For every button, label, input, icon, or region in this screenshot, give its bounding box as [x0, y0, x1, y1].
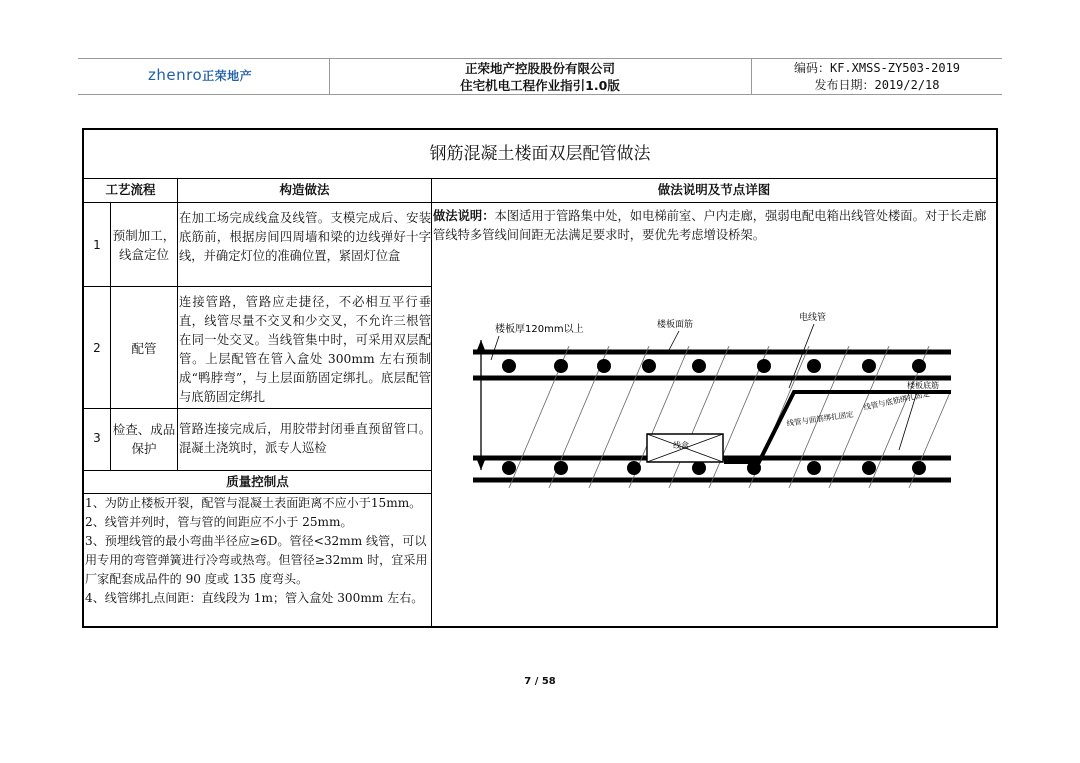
step-number: 1 [93, 238, 101, 252]
explanation-text: 本图适用于管路集中处，如电梯前室、户内走廊，强弱电配电箱出线管处楼面。对于长走廊管线特多管线间间距无法满足要求时，要优先考虑增设桥架。 [433, 209, 987, 242]
step-name: 检查、成品保护 [112, 422, 176, 456]
top-bar-label: 楼板面筋 [657, 320, 694, 330]
quality-item: 4、线管绑扎点间距：直线段为 1m；管入盒处 300mm 左右。 [85, 591, 424, 605]
column-header-explain: 做法说明及节点详图 [432, 178, 996, 203]
tie-top-label: 线管与面筋绑扎固定 [786, 409, 855, 428]
grid-line [431, 178, 432, 626]
step-name: 预制加工，线盒定位 [112, 228, 176, 262]
logo-text: zhenro [148, 66, 203, 84]
doc-code: 编码：KF.XMSS-ZY503-2019 [793, 61, 961, 75]
page-number: 7 / 58 [524, 676, 556, 687]
quality-list [85, 494, 431, 608]
main-table [82, 128, 998, 628]
step-name: 配管 [131, 341, 157, 356]
page-title: 钢筋混凝土楼面双层配管做法 [84, 130, 996, 179]
quality-item: 1、为防止楼板开裂，配管与混凝土表面距离不应小于15mm。 [85, 496, 422, 510]
header-top-rule [78, 58, 1002, 59]
conduit-line [724, 392, 951, 462]
step-number: 2 [93, 341, 101, 355]
grid-line [84, 408, 431, 409]
rebar-conduit-diagram [469, 300, 959, 510]
conduit-label: 电线管 [799, 313, 827, 323]
leader-line [669, 331, 679, 350]
company-name: 正荣地产控股股份有限公司 [464, 61, 615, 76]
quality-item: 2、线管并列时，管与管的间距应不小于 25mm。 [85, 515, 353, 529]
step-description: 连接管路，管路应走捷径，不必相互平行垂直，线管尽量不交叉和少交叉，不允许三根管在同一处交叉。当线管集中时，可采用双层配管。上层配管在管入盒处 300mm 左右预制成“鸭脖弯”，与上层面筋固定绑扎。底层配管与底筋固定绑扎 [179, 295, 431, 404]
step-number: 3 [93, 431, 101, 445]
step-description: 在加工场完成线盒及线管。支模完成后、安装底筋前，根据房间四周墙和梁的边线弹好十字线，并确定灯位的准确位置，紧固灯位盒 [179, 211, 431, 263]
publish-date: 发布日期：2019/2/18 [814, 78, 940, 92]
quality-item: 3、预埋线管的最小弯曲半径应≥6D。管径<32mm 线管，可以用专用的弯管弹簧进行冷弯或热弯。但管径≥32mm 时，宜采用厂家配套成品件的 90 度或 135 度弯头。 [85, 534, 428, 586]
thickness-label: 楼板厚120mm以上 [495, 324, 584, 335]
box-label: 线盒 [673, 441, 689, 450]
explanation-label: 做法说明： [433, 208, 495, 223]
quality-title: 质量控制点 [226, 474, 289, 489]
rebar-dots-top [502, 359, 926, 373]
guide-name: 住宅机电工程作业指引1.0版 [460, 78, 620, 93]
leader-line [491, 336, 499, 360]
column-header-process: 工艺流程 [84, 178, 177, 203]
grid-line [177, 178, 178, 470]
bottom-bar-label: 楼板底筋 [907, 381, 939, 390]
tie-bottom-label: 线管与底筋绑扎固定 [862, 389, 931, 412]
header-right [752, 60, 1002, 94]
rebar-dots-bottom [502, 461, 926, 475]
concrete-hatch [509, 346, 951, 488]
company-logo [148, 66, 252, 84]
grid-line [84, 286, 431, 287]
header-center [330, 60, 750, 94]
dimension-arrow [477, 460, 485, 470]
header-bottom-rule [78, 94, 1002, 95]
explanation [433, 206, 998, 245]
dimension-arrow [477, 340, 485, 350]
step-description: 管路连接完成后，用胶带封闭垂直预留管口。混凝土浇筑时，派专人巡检 [179, 422, 431, 455]
column-header-method: 构造做法 [178, 178, 431, 203]
logo-cn: 正荣地产 [202, 69, 253, 83]
